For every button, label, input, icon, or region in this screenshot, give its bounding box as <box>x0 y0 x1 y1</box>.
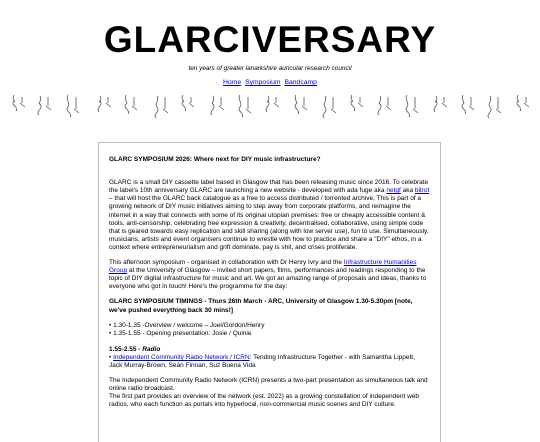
para2-text-2: at the University of Glasgow – invited short papers, films, performances and readings responding to the topic of DIY digital infrastructure for music and art. We got an amazing range of proposals and ideas, thanks to everyone who got in touch! Here's the programme for the day: <box>109 267 427 291</box>
ear-swirl-icon <box>323 96 326 118</box>
ear-swirl-icon <box>163 97 168 113</box>
ear-swirl-icon <box>517 95 521 111</box>
ear-swirl-icon <box>74 97 79 113</box>
ear-swirl-icon <box>246 97 251 113</box>
ear-swirl-icon <box>524 97 529 107</box>
para2-text-1: This afternoon symposium - organised in collaboration with Dr Henry Ivry and the <box>109 259 344 267</box>
ear-swirl-icon <box>239 95 243 117</box>
nav-bandcamp-link[interactable]: Bandcamp <box>284 79 317 86</box>
netgf-link[interactable]: netgf <box>386 187 401 195</box>
ear-swirl-icon <box>488 96 491 118</box>
ear-swirl-icon <box>20 97 25 107</box>
ear-swirl-icon <box>219 97 224 110</box>
ear-swirl-icon <box>189 97 194 107</box>
ear-swirl-icon <box>331 97 336 113</box>
ear-swirl-icon <box>434 96 437 112</box>
infrastructure-humanities-link[interactable]: Infrastructure Humanities Group <box>109 259 417 275</box>
intro-text-2: aka <box>400 187 415 195</box>
afternoon-paragraph <box>109 259 430 291</box>
ear-swirl-decoration-row <box>0 93 540 119</box>
radio-slot: 1.55-2.55 - Radio • Independent Community Radio Network / ICRN: Tending Infrastructure Together - with Samantha Lippett, Jack Murray-Brown, Seán Finnan, Suz Buena Vida <box>109 345 415 369</box>
ear-swirl-icon <box>67 95 71 117</box>
ear-swirl-icon <box>211 96 214 115</box>
intro-paragraph <box>109 179 430 252</box>
slot-description: : Tending Infrastructure Together - with Samantha Lippett, Jack Murray-Brown, Seán Finnan, Suz Buena Vida <box>109 353 415 369</box>
ear-swirl-icon <box>274 97 279 107</box>
ear-swirl-icon <box>295 95 299 114</box>
ear-swirl-icon <box>462 95 466 114</box>
ear-swirl-icon <box>413 97 418 113</box>
timings-heading: GLARC SYMPOSIUM TIMINGS - Thurs 26th March - ARC, University of Glasgow 1.30-5.30pm [note, we've pushed everything back 30 mins!] <box>109 298 413 314</box>
ear-swirl-icon <box>302 97 307 110</box>
nav-home-link[interactable]: Home <box>223 79 242 86</box>
ear-swirl-icon <box>182 95 186 111</box>
slot-type: Radio <box>142 345 161 353</box>
ear-swirl-icon <box>38 96 41 115</box>
ear-swirl-icon <box>13 95 17 111</box>
ear-swirl-icon <box>132 97 137 110</box>
ear-swirl-icon <box>351 95 355 111</box>
bitrot-link[interactable]: bitrot <box>414 187 430 195</box>
ear-swirl-icon <box>106 97 111 107</box>
intro-text-3: – that will host the GLARC back catalogue as a free to access distributed / torrented archive. This is part of a growing network of DIY music initiatives aiming to step away from corporate platforms, and reimagine the internet in a way that connects with some of its original utopian premises: free or cheaply accessible content & tools, anti-censorship, celebrating free expression & creativity, decentralised, collaborative, using simple code that is geared towards easy replication and skill sharing (along with low server use), fun to use. Simultaneously, musicians, artists and event organisers continue to wrestle with how to practice and share a "DIY" ethos, in a context where entrepreneurialism and grift dominate, pay is shit, and crises proliferate. <box>109 195 429 251</box>
symposium-content-panel <box>98 142 441 442</box>
ear-swirl-icon <box>386 97 391 110</box>
symposium-heading: GLARC SYMPOSIUM 2026: Where next for DIY music infrastructure? <box>109 156 321 163</box>
ear-swirl-icon <box>125 95 129 114</box>
intro-text-1: GLARC is a small DIY cassette label based in Glasgow that has been releasing music since 2016. To celebrate the label's 10th anniversary GLARC are launching a new website - developed with ada fuge aka <box>109 179 429 195</box>
list-item: • 1.35-1.55 - Opening presentation: Josie / Quinie <box>109 330 430 338</box>
icrn-text-2: The first part provides an overview of the network (est. 2022) as a growing constellation of independent web radios, who each function as portals into hyperlocal, non-commercial music scenes and DIY culture. <box>109 393 420 409</box>
ear-swirl-icon <box>496 97 501 113</box>
ear-swirl-icon <box>155 96 158 118</box>
icrn-link[interactable]: Independent Community Radio Network / ICRN <box>113 353 250 361</box>
list-item: • 1.30-1.35 -Overview / welcome – Joel/Gordon/Henry <box>109 322 430 330</box>
site-tagline: ten years of greater lanarkshire auricular research council <box>188 65 352 72</box>
icrn-text-1: The Independent Community Radio Network (ICRN) presents a two-part presentation as simultaneous talk and online radio broadcast. <box>109 377 428 393</box>
ear-swirl-icon <box>358 97 363 107</box>
nav-symposium-link[interactable]: Symposium <box>245 79 281 86</box>
ear-swirl-icon <box>442 97 447 107</box>
ear-swirl-icon <box>378 96 381 115</box>
site-title: GLARCIVERSARY <box>103 19 437 60</box>
ear-swirl-icon <box>266 96 269 112</box>
ear-swirl-icon <box>98 96 101 112</box>
ear-swirl-icon <box>406 95 410 117</box>
main-nav <box>0 78 540 88</box>
ear-swirl-icon <box>469 97 474 110</box>
schedule-list <box>109 322 430 338</box>
slot-time: 1.55-2.55 - <box>109 345 143 353</box>
ear-swirl-icon <box>46 97 51 110</box>
